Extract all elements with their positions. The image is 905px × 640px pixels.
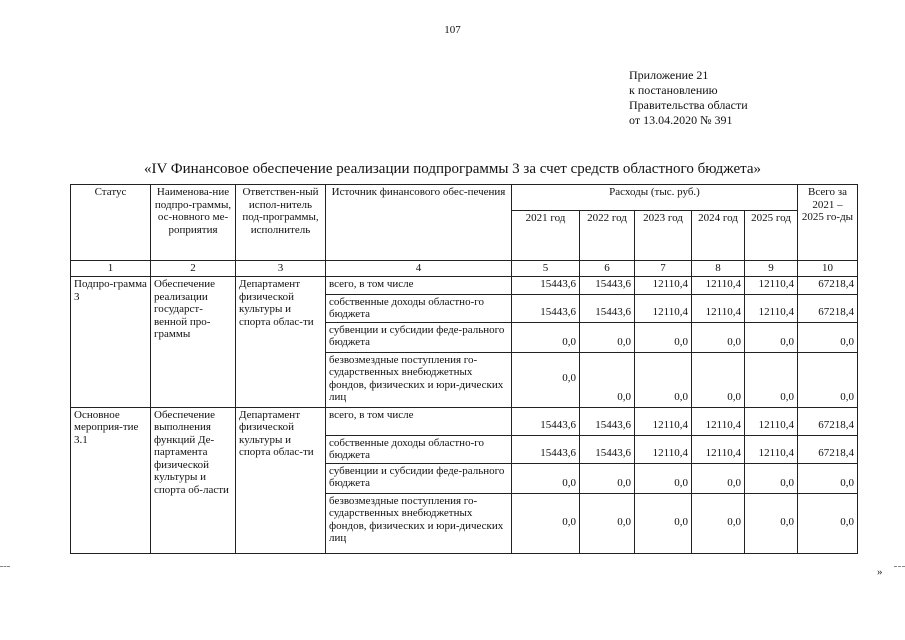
value-cell: 15443,6 (580, 435, 635, 463)
total-cell: 67218,4 (798, 294, 858, 322)
value-cell: 12110,4 (745, 407, 798, 435)
closing-quote: » (877, 566, 883, 578)
appendix-note (629, 68, 748, 128)
status-cell: Подпро-грамма 3 (71, 277, 151, 408)
value-cell: 0,0 (745, 493, 798, 553)
table-row (71, 407, 858, 435)
value-cell: 0,0 (580, 463, 635, 493)
value-cell: 0,0 (512, 493, 580, 553)
value-cell: 0,0 (512, 463, 580, 493)
value-cell: 0,0 (692, 463, 745, 493)
column-number: 6 (580, 261, 635, 277)
value-cell: 12110,4 (692, 294, 745, 322)
value-cell: 12110,4 (745, 435, 798, 463)
column-number: 7 (635, 261, 692, 277)
value-cell: 0,0 (692, 493, 745, 553)
source-cell: всего, в том числе (326, 277, 512, 295)
header-status: Статус (71, 185, 151, 261)
crop-mark-right (894, 566, 905, 567)
value-cell: 12110,4 (635, 407, 692, 435)
value-cell: 12110,4 (692, 407, 745, 435)
value-cell: 15443,6 (512, 435, 580, 463)
header-year: 2022 год (580, 211, 635, 261)
page-number: 107 (444, 24, 461, 36)
value-cell: 15443,6 (580, 277, 635, 295)
column-number: 2 (151, 261, 236, 277)
value-cell: 0,0 (580, 493, 635, 553)
crop-mark-left (0, 566, 10, 567)
status-cell: Основное мероприя-тие 3.1 (71, 407, 151, 553)
responsible-cell: Департамент физической культуры и спорта облас-ти (236, 407, 326, 553)
financing-table (70, 184, 858, 554)
value-cell: 0,0 (512, 322, 580, 352)
document-title: «IV Финансовое обеспечение реализации подпрограммы 3 за счет средств областного бюджета» (144, 161, 761, 177)
appendix-line: Правительства области (629, 98, 748, 112)
appendix-line: от 13.04.2020 № 391 (629, 113, 733, 127)
header-total: Всего за 2021 – 2025 го-ды (798, 185, 858, 261)
value-cell: 0,0 (692, 352, 745, 407)
total-cell: 67218,4 (798, 277, 858, 295)
value-cell: 0,0 (635, 493, 692, 553)
header-responsible: Ответствен-ный испол-нитель под-программы, исполнитель (236, 185, 326, 261)
value-cell: 12110,4 (635, 294, 692, 322)
column-number: 10 (798, 261, 858, 277)
source-cell: субвенции и субсидии феде-рального бюджета (326, 463, 512, 493)
value-cell: 0,0 (745, 322, 798, 352)
program-name-cell: Обеспечение выполнения функций Де-партамента физической культуры и спорта об-ласти (151, 407, 236, 553)
value-cell: 12110,4 (692, 277, 745, 295)
value-cell: 0,0 (580, 322, 635, 352)
value-cell: 15443,6 (512, 407, 580, 435)
table-row (71, 277, 858, 295)
column-number: 5 (512, 261, 580, 277)
column-number: 1 (71, 261, 151, 277)
value-cell: 12110,4 (745, 294, 798, 322)
header-year: 2023 год (635, 211, 692, 261)
source-cell: собственные доходы областно-го бюджета (326, 435, 512, 463)
value-cell: 0,0 (512, 352, 580, 407)
value-cell: 0,0 (635, 322, 692, 352)
column-number: 8 (692, 261, 745, 277)
value-cell: 12110,4 (635, 277, 692, 295)
header-year: 2024 год (692, 211, 745, 261)
value-cell: 15443,6 (512, 294, 580, 322)
appendix-line: к постановлению (629, 83, 718, 97)
value-cell: 15443,6 (580, 294, 635, 322)
column-number: 9 (745, 261, 798, 277)
header-name: Наименова-ние подпро-граммы, ос-новного ме-роприятия (151, 185, 236, 261)
source-cell: субвенции и субсидии феде-рального бюджета (326, 322, 512, 352)
value-cell: 0,0 (692, 322, 745, 352)
source-cell: безвозмездные поступления го-сударственных внебюджетных фондов, физических и юри-дических лиц (326, 352, 512, 407)
value-cell: 0,0 (635, 352, 692, 407)
value-cell: 12110,4 (635, 435, 692, 463)
column-number: 3 (236, 261, 326, 277)
value-cell: 0,0 (635, 463, 692, 493)
value-cell: 15443,6 (512, 277, 580, 295)
header-expenses: Расходы (тыс. руб.) (512, 185, 798, 211)
source-cell: всего, в том числе (326, 407, 512, 435)
total-cell: 0,0 (798, 493, 858, 553)
header-year: 2021 год (512, 211, 580, 261)
source-cell: безвозмездные поступления го-сударственных внебюджетных фондов, физических и юри-дических лиц (326, 493, 512, 553)
column-number: 4 (326, 261, 512, 277)
total-cell: 67218,4 (798, 407, 858, 435)
responsible-cell: Департамент физической культуры и спорта облас-ти (236, 277, 326, 408)
value-cell: 12110,4 (745, 277, 798, 295)
value-cell: 0,0 (745, 463, 798, 493)
value-cell: 0,0 (580, 352, 635, 407)
header-year: 2025 год (745, 211, 798, 261)
header-source: Источник финансового обес-печения (326, 185, 512, 261)
program-name-cell: Обеспечение реализации государст-венной про-граммы (151, 277, 236, 408)
source-cell: собственные доходы областно-го бюджета (326, 294, 512, 322)
value-cell: 0,0 (745, 352, 798, 407)
total-cell: 0,0 (798, 322, 858, 352)
total-cell: 67218,4 (798, 435, 858, 463)
total-cell: 0,0 (798, 463, 858, 493)
value-cell: 15443,6 (580, 407, 635, 435)
value-cell: 12110,4 (692, 435, 745, 463)
total-cell: 0,0 (798, 352, 858, 407)
appendix-line: Приложение 21 (629, 68, 709, 82)
column-number-row (71, 261, 858, 277)
